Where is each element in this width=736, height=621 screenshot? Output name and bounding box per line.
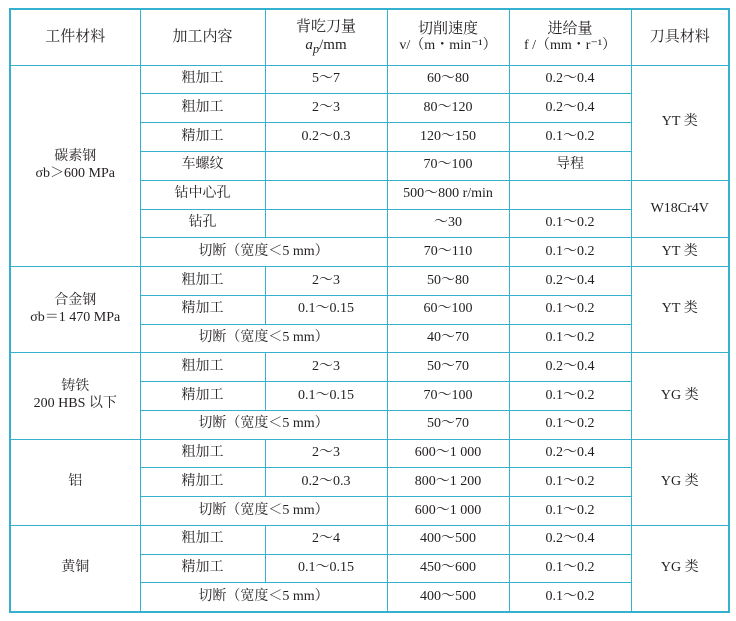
cell-speed: ～30 [387, 209, 509, 238]
cell-feed: 0.1～0.2 [509, 554, 631, 583]
cell-process: 切断（宽度＜5 mm） [140, 497, 387, 526]
cell-speed: 50～70 [387, 353, 509, 382]
group-carbon-steel: 碳素钢 σb＞600 MPa [10, 65, 140, 266]
cell-process: 粗加工 [140, 439, 265, 468]
header-depth-title: 背吃刀量 [295, 18, 356, 35]
header-speed [387, 9, 509, 65]
cell-depth: 2～3 [265, 353, 387, 382]
cell-process: 钻孔 [140, 209, 265, 238]
header-row [10, 9, 729, 65]
cell-speed: 600～1 000 [387, 439, 509, 468]
cell-process: 粗加工 [140, 525, 265, 554]
cell-speed: 80～120 [387, 94, 509, 123]
cell-depth: 2～4 [265, 525, 387, 554]
cell-process: 精加工 [140, 382, 265, 411]
cell-process: 精加工 [140, 554, 265, 583]
header-process: 加工内容 [140, 9, 265, 65]
cell-process: 精加工 [140, 295, 265, 324]
cell-speed: 70～100 [387, 382, 509, 411]
header-tool: 刀具材料 [631, 9, 729, 65]
cell-tool: YG 类 [631, 353, 729, 439]
cell-process: 粗加工 [140, 267, 265, 296]
cell-feed: 0.2～0.4 [509, 439, 631, 468]
cell-feed: 0.2～0.4 [509, 267, 631, 296]
cell-process: 粗加工 [140, 65, 265, 94]
cell-feed: 0.1～0.2 [509, 123, 631, 152]
cell-speed: 450～600 [387, 554, 509, 583]
cell-process: 切断（宽度＜5 mm） [140, 410, 387, 439]
cell-process: 粗加工 [140, 94, 265, 123]
cell-process: 切断（宽度＜5 mm） [140, 583, 387, 612]
cell-speed: 70～110 [387, 238, 509, 267]
group-alloy-steel: 合金钢 σb＝1 470 MPa [10, 267, 140, 353]
header-workpiece: 工件材料 [10, 9, 140, 65]
cell-speed: 50～80 [387, 267, 509, 296]
cell-tool: YT 类 [631, 65, 729, 180]
cell-process: 切断（宽度＜5 mm） [140, 238, 387, 267]
cell-speed: 400～500 [387, 583, 509, 612]
cell-process: 切断（宽度＜5 mm） [140, 324, 387, 353]
cell-depth: 0.1～0.15 [265, 295, 387, 324]
cell-speed: 60～80 [387, 65, 509, 94]
table-row [10, 439, 729, 468]
cell-process: 粗加工 [140, 353, 265, 382]
cell-feed: 0.1～0.2 [509, 410, 631, 439]
table-row [10, 353, 729, 382]
cell-tool: YG 类 [631, 439, 729, 525]
header-feed [509, 9, 631, 65]
table-row [10, 525, 729, 554]
cell-tool: YG 类 [631, 525, 729, 612]
cell-feed: 0.1～0.2 [509, 295, 631, 324]
header-speed-title: 切削速度 [417, 20, 478, 37]
header-feed-unit: f /（mm・r⁻¹） [523, 37, 617, 53]
cell-feed: 0.1～0.2 [509, 238, 631, 267]
header-depth [265, 9, 387, 65]
cell-depth [265, 180, 387, 209]
cell-speed: 40～70 [387, 324, 509, 353]
cell-depth [265, 151, 387, 180]
cell-speed: 600～1 000 [387, 497, 509, 526]
cell-speed: 500～800 r/min [387, 180, 509, 209]
cell-depth: 0.2～0.3 [265, 468, 387, 497]
cell-feed: 0.1～0.2 [509, 497, 631, 526]
cell-depth: 2～3 [265, 94, 387, 123]
group-cast-iron: 铸铁 200 HBS 以下 [10, 353, 140, 439]
cell-feed: 0.1～0.2 [509, 382, 631, 411]
header-depth-unit: $a_p/mm$ [305, 36, 347, 56]
cell-tool: YT 类 [631, 267, 729, 353]
cell-feed: 0.2～0.4 [509, 94, 631, 123]
cell-speed: 70～100 [387, 151, 509, 180]
cell-process: 精加工 [140, 123, 265, 152]
cell-speed: 400～500 [387, 525, 509, 554]
table-row [10, 65, 729, 94]
cell-speed: 800～1 200 [387, 468, 509, 497]
cell-feed: 0.2～0.4 [509, 525, 631, 554]
cell-process: 精加工 [140, 468, 265, 497]
cell-feed: 0.1～0.2 [509, 324, 631, 353]
cell-feed: 0.2～0.4 [509, 353, 631, 382]
cell-feed: 导程 [509, 151, 631, 180]
cell-depth [265, 209, 387, 238]
cell-depth: 2～3 [265, 439, 387, 468]
cell-tool: W18Cr4V [631, 180, 729, 238]
cell-feed: 0.2～0.4 [509, 65, 631, 94]
cell-depth: 2～3 [265, 267, 387, 296]
cell-depth: 0.1～0.15 [265, 554, 387, 583]
cell-speed: 120～150 [387, 123, 509, 152]
cell-process: 车螺纹 [140, 151, 265, 180]
cell-depth: 5～7 [265, 65, 387, 94]
cell-feed [509, 180, 631, 209]
group-brass: 黄铜 [10, 525, 140, 612]
cell-feed: 0.1～0.2 [509, 468, 631, 497]
cell-tool: YT 类 [631, 238, 729, 267]
cell-depth: 0.2～0.3 [265, 123, 387, 152]
cell-process: 钻中心孔 [140, 180, 265, 209]
cell-feed: 0.1～0.2 [509, 583, 631, 612]
cutting-parameters-table [9, 8, 730, 613]
cell-speed: 50～70 [387, 410, 509, 439]
cell-speed: 60～100 [387, 295, 509, 324]
header-feed-title: 进给量 [547, 20, 593, 37]
header-speed-unit: v/（m・min⁻¹） [399, 37, 497, 53]
cell-feed: 0.1～0.2 [509, 209, 631, 238]
cell-depth: 0.1～0.15 [265, 382, 387, 411]
table-row [10, 267, 729, 296]
group-aluminum: 铝 [10, 439, 140, 525]
